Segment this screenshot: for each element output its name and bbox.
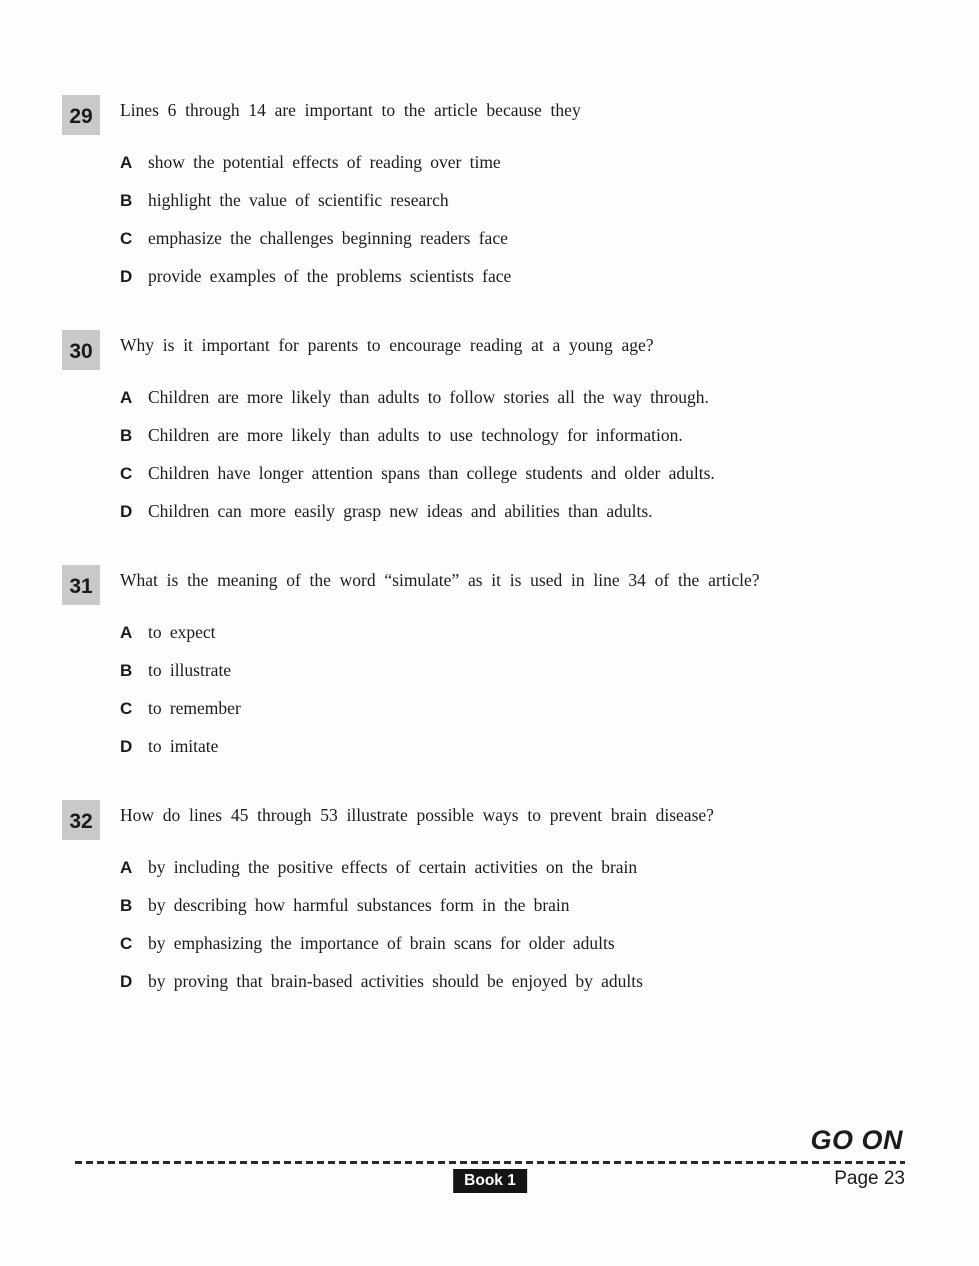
page-footer — [75, 1124, 905, 1204]
question-30 — [62, 330, 919, 532]
choice-text: to expect — [148, 622, 216, 642]
choice-text: emphasize the challenges beginning readers face — [148, 228, 508, 248]
page-number: Page 23 — [834, 1168, 905, 1189]
question-number-badge: 29 — [62, 95, 100, 135]
choice-letter: B — [120, 661, 133, 680]
choice-d — [120, 494, 919, 532]
choice-text: to imitate — [148, 736, 219, 756]
choice-text: show the potential effects of reading over time — [148, 152, 501, 172]
choice-d — [120, 259, 919, 297]
choice-d — [120, 964, 919, 1002]
choice-letter: C — [120, 464, 133, 483]
question-31-header — [62, 565, 919, 605]
choice-letter: D — [120, 972, 133, 991]
choice-letter: A — [120, 623, 133, 642]
choice-c — [120, 221, 919, 259]
question-31 — [62, 565, 919, 767]
answer-choices — [120, 145, 919, 297]
choice-letter: B — [120, 191, 133, 210]
choice-letter: D — [120, 267, 133, 286]
choice-text: Children are more likely than adults to follow stories all the way through. — [148, 387, 709, 407]
answer-choices — [120, 380, 919, 532]
choice-letter: C — [120, 934, 133, 953]
choice-c — [120, 926, 919, 964]
question-30-header — [62, 330, 919, 370]
choice-b — [120, 418, 919, 456]
go-on-label: GO ON — [810, 1125, 903, 1155]
answer-choices — [120, 615, 919, 767]
choice-text: by emphasizing the importance of brain scans for older adults — [148, 933, 615, 953]
choice-text: to remember — [148, 698, 241, 718]
question-number-badge: 31 — [62, 565, 100, 605]
choice-letter: A — [120, 858, 133, 877]
choice-letter: B — [120, 426, 133, 445]
choice-letter: D — [120, 737, 133, 756]
choice-text: provide examples of the problems scientists face — [148, 266, 512, 286]
choice-text: to illustrate — [148, 660, 232, 680]
question-prompt: How do lines 45 through 53 illustrate possible ways to prevent brain disease? — [120, 805, 714, 825]
choice-text: Children have longer attention spans than college students and older adults. — [148, 463, 715, 483]
choice-letter: D — [120, 502, 133, 521]
choice-letter: A — [120, 388, 133, 407]
choice-a — [120, 850, 919, 888]
choice-text: Children can more easily grasp new ideas and abilities than adults. — [148, 501, 653, 521]
choice-b — [120, 653, 919, 691]
answer-choices — [120, 850, 919, 1002]
choice-c — [120, 456, 919, 494]
choice-b — [120, 183, 919, 221]
choice-text: by including the positive effects of certain activities on the brain — [148, 857, 638, 877]
choice-text: by proving that brain-based activities should be enjoyed by adults — [148, 971, 643, 991]
choice-text: highlight the value of scientific research — [148, 190, 449, 210]
question-29 — [62, 95, 919, 297]
choice-b — [120, 888, 919, 926]
choice-c — [120, 691, 919, 729]
choice-d — [120, 729, 919, 767]
question-32-header — [62, 800, 919, 840]
question-prompt: Lines 6 through 14 are important to the article because they — [120, 100, 581, 120]
choice-a — [120, 615, 919, 653]
choice-text: Children are more likely than adults to use technology for information. — [148, 425, 683, 445]
question-prompt: Why is it important for parents to encourage reading at a young age? — [120, 335, 654, 355]
choice-letter: C — [120, 699, 133, 718]
question-29-header — [62, 95, 919, 135]
choice-text: by describing how harmful substances form in the brain — [148, 895, 570, 915]
choice-a — [120, 380, 919, 418]
choice-a — [120, 145, 919, 183]
choice-letter: A — [120, 153, 133, 172]
question-number-badge: 30 — [62, 330, 100, 370]
choice-letter: C — [120, 229, 133, 248]
question-prompt: What is the meaning of the word “simulate” as it is used in line 34 of the article? — [120, 570, 760, 590]
book-label-badge: Book 1 — [453, 1169, 527, 1193]
choice-letter: B — [120, 896, 133, 915]
questions-section — [62, 95, 919, 1035]
question-32 — [62, 800, 919, 1002]
footer-bottom-row — [75, 1164, 905, 1204]
question-number-badge: 32 — [62, 800, 100, 840]
